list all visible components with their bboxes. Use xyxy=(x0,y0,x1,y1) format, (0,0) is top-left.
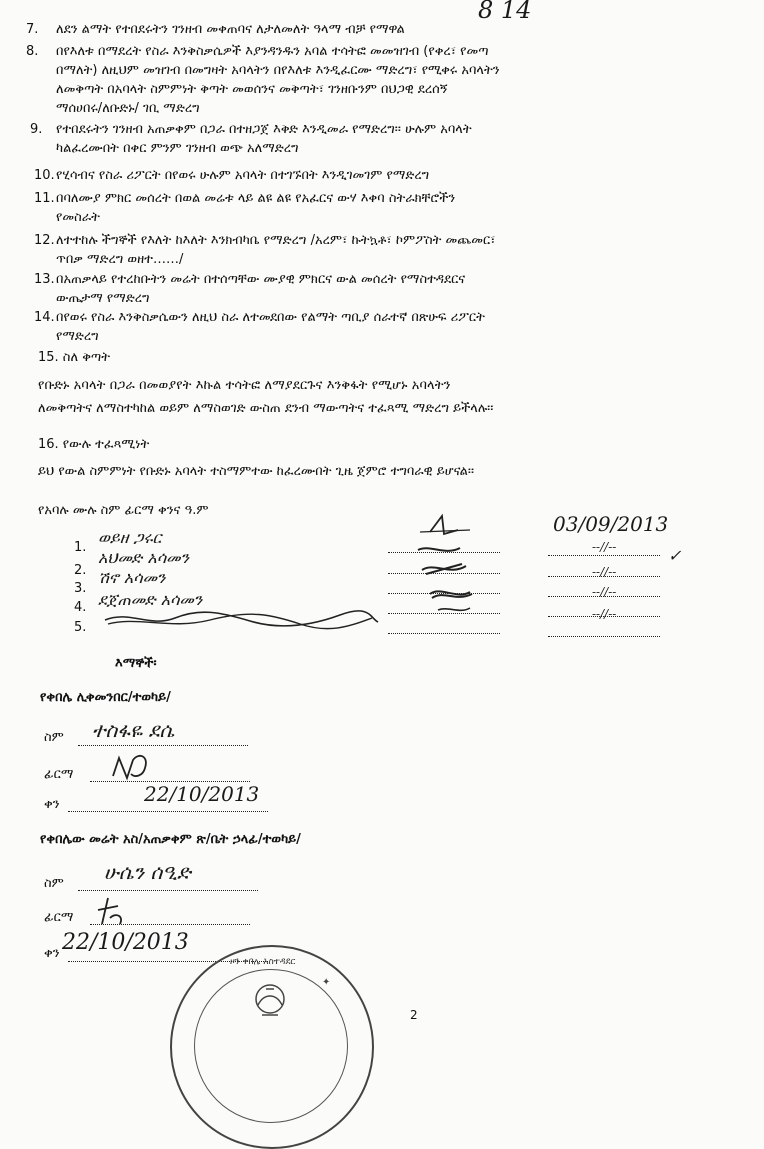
receiver1-date-value: 22/10/2013 xyxy=(144,782,260,806)
member-row-3-num: 3. xyxy=(74,581,87,596)
official-stamp xyxy=(170,945,374,1149)
clause-line: ካልፈረሙበት በቀር ምንም ገንዘብ ወጭ አለማድረግ xyxy=(56,141,299,156)
receiver1-name-value: ተስፋዬ ደሴ xyxy=(92,718,175,742)
clause-number: 11. xyxy=(34,191,55,206)
date-line-5 xyxy=(548,636,660,637)
clause-number: 13. xyxy=(34,272,55,287)
receiver2-name-value: ሁሴን ሰዒድ xyxy=(104,860,191,884)
receiver1-date-label: ቀን xyxy=(44,797,60,812)
clause-line: በየወሩ የስራ እንቅስቃሴውን ለዚህ ስራ ለተመደበው የልማት ጣቢያ ሰራተኛ በጽሁፍ ሪፖርት xyxy=(56,310,485,325)
receiver1-date-line xyxy=(68,811,268,812)
clause-line: በማለት) ለዚህም መዝገብ በመግዛት አባላትን በየእለቱ እንዲፈርሙ ማድረግ፣ የሚቀሩ አባላትን xyxy=(56,63,500,78)
receiver2-date-value: 22/10/2013 xyxy=(62,930,189,955)
section-16-line: ይህ የውል ስምምነት የቡድኑ አባላት ተስማምተው ከፈረሙበት ጊዜ ጀምሮ ተግባራዊ ይሆናል፡፡ xyxy=(38,464,475,479)
witnesses-label: እማኞች፡ xyxy=(115,656,157,671)
receiver1-title: የቀበሌ ሊቀመንበር/ተወካይ/ xyxy=(40,690,171,705)
clause-line: የማድረግ xyxy=(56,329,99,344)
signature-line-5 xyxy=(388,633,500,634)
receiver1-name-label: ስም xyxy=(44,730,64,745)
member-row-5-num: 5. xyxy=(74,620,87,635)
clause-line: በአጠቃላይ የተረከቡትን መሬት በተሰጣቸው ሙያዊ ምክርና ውል መሰረት የማስተዳደርና xyxy=(56,272,466,287)
section-15-line-2: ለመቅጣትና ለማስተካከል ወይም ለማስወገድ ውስጠ ደንብ ማውጣትና ተፈጻሚ ማድረግ ይችላሉ፡፡ xyxy=(38,401,494,416)
receiver2-sign-label: ፊርማ xyxy=(44,910,74,925)
clause-number: 10. xyxy=(34,168,55,183)
clause-line: የሂሳብና የስራ ሪፖርት በየወሩ ሁሉም አባላት በተገኙበት እንዲገመገም የማድረግ xyxy=(56,168,430,183)
receiver1-name-line xyxy=(78,745,248,746)
member-row-5-scribble xyxy=(100,606,380,632)
check-mark: ✓ xyxy=(668,546,682,565)
clause-number: 14. xyxy=(34,310,55,325)
member-row-2-num: 2. xyxy=(74,563,87,578)
receiver1-sign-label: ፊርማ xyxy=(44,767,74,782)
clause-number: 7. xyxy=(26,22,39,37)
clause-line: ለተተከሉ ችግኞች የእለት ከእለት እንክብካቤ የማድረግ /አረም፣ ኩትኳቶ፣ ኮምፖስት መጨመር፣ xyxy=(56,233,496,248)
clause-line: በየእለቱ በማደረት የስራ እንቅስቃሴዎች እያንዳንዱን አባል ተሳትፎ መመዝገብ (የቀረ፣ የመጣ xyxy=(56,44,489,59)
stamp-star-icon: ✦ xyxy=(322,977,331,988)
clause-number: 9. xyxy=(30,122,43,137)
receiver2-date-label: ቀን xyxy=(44,946,60,961)
handwritten-page-mark: 8 14 xyxy=(478,0,532,24)
member-signatures xyxy=(400,510,500,630)
date-mark-2: --//-- xyxy=(592,540,617,554)
member-row-1-num: 1. xyxy=(74,540,87,555)
clause-line: ማሰሀበሩ/ለቡድኑ/ ገቢ ማድረግ xyxy=(56,101,200,116)
members-header: የአባሉ ሙሉ ስም ፊርማ ቀንና ዓ.ም xyxy=(38,503,209,518)
member-row-2-name: አህመድ አሳመን xyxy=(98,548,189,567)
clause-number: 8. xyxy=(26,44,39,59)
member-row-4-num: 4. xyxy=(74,600,87,615)
clause-line: ለመቅጣት በአባላት ስምምነት ቅጣት መወሰንና መቅጣት፣ ገንዘቡንም በህጋዊ ደረሰኝ xyxy=(56,82,448,97)
page-number: 2 xyxy=(410,1008,418,1022)
date-mark-4: --//-- xyxy=(592,585,617,599)
clause-line: ለደን ልማት የተበደሩትን ገንዘብ መቀጠባና ለታለመለት ዓላማ ብቻ የማዋል xyxy=(56,22,405,37)
receiver2-name-label: ስም xyxy=(44,876,64,891)
member-row-1-name: ወይዘ ጋሩር xyxy=(98,528,162,547)
receiver2-signature xyxy=(92,888,142,932)
clause-line: ጥበቃ ማድረግ ወዘተ……/ xyxy=(56,252,184,267)
date-mark-3: --//-- xyxy=(592,565,617,579)
stamp-text: ዞን ቀበሌ አስተዳደር xyxy=(230,957,296,967)
date-line-1 xyxy=(548,555,660,556)
section-15-line-1: የቡድኑ አባላት በጋራ በመወያየት እኩል ተሳትፎ ለማያደርጉና እንቅፋት የሚሆኑ አባላትን xyxy=(38,378,451,393)
stamp-emblem-icon xyxy=(240,975,300,1030)
clause-line: ውጤታማ የማድረግ xyxy=(56,291,150,306)
clause-line: የመስራት xyxy=(56,210,100,225)
clause-line: በባለሙያ ምክር መሰረት በወል መሬቱ ላይ ልዩ ልዩ የአፈርና ውሃ እቀባ ስትራክቸሮችን xyxy=(56,191,456,206)
receiver2-title: የቀበሌው መሬት አስ/አጠቃቀም ጽ/ቤት ኃላፊ/ተወካይ/ xyxy=(40,832,301,847)
clause-number: 12. xyxy=(34,233,55,248)
section-16-heading: 16. የውሉ ተፈጻሚነት xyxy=(38,437,150,452)
member-row-4-name: ደጀጠመድ አሳመን xyxy=(98,590,203,609)
section-15-heading: 15. ስለ ቅጣት xyxy=(38,350,110,365)
member-row-3-name: ሽኖ አሳመን xyxy=(98,568,166,587)
date-mark-5: --//-- xyxy=(592,607,617,621)
members-handwritten-date: 03/09/2013 xyxy=(553,512,669,536)
clause-line: የተበደሩትን ገንዘብ አጠቃቀም በጋራ በተዘጋጀ እቅድ እንዲመራ የማድረግ፡፡ ሁሉም አባላት xyxy=(56,122,472,137)
